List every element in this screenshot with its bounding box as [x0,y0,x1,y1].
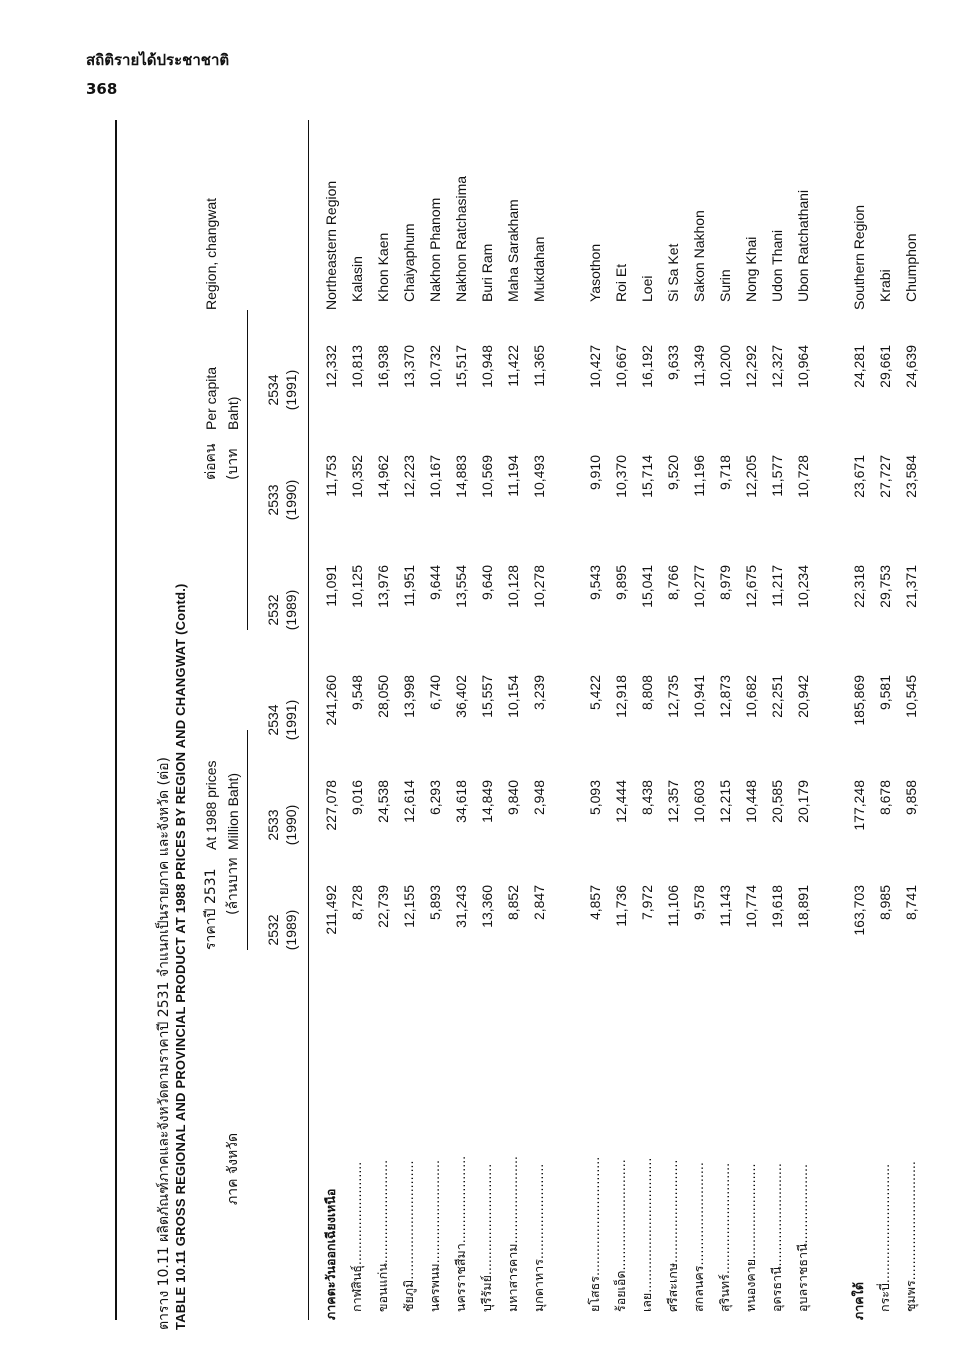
row-label-english: Northeastern Region [323,180,339,310]
row-value: 7,972 [639,885,655,921]
row-label-thai: สกลนคร.......................... [691,1162,706,1312]
year-col-5: 2533 [265,484,281,516]
row-label-thai: อุบลราชธานี.................... [795,1164,810,1312]
row-value: 11,753 [323,455,339,497]
row-label-english: Chaiyaphum [401,223,417,302]
row-value: 8,985 [877,885,893,921]
row-label-thai: ภาคใต้ [851,1282,866,1320]
row-label-thai: ภาคตะวันออกเฉียงเหนือ [323,1188,338,1320]
row-value: 10,682 [743,675,759,718]
row-value: 9,581 [877,675,893,711]
row-label-english: Krabi [877,269,893,302]
row-label-thai: มุกดาหาร........................ [531,1163,546,1312]
row-value: 9,548 [349,675,365,711]
row-value: 13,360 [479,885,495,928]
row-value: 13,554 [453,565,469,608]
row-label-english: Surin [717,269,733,302]
year-col-3: 2534 [265,704,281,736]
row-value: 2,847 [531,885,547,921]
row-value: 22,318 [851,565,867,608]
row-value: 5,893 [427,885,443,921]
row-value: 6,293 [427,780,443,816]
row-label-thai: ชัยภูมิ.............................. [401,1160,416,1312]
row-label-english: Buri Ram [479,243,495,302]
header-group2-en: Per capita [203,366,219,430]
row-value: 20,179 [795,780,811,823]
row-value: 10,728 [795,455,811,498]
year-col-6-ce: (1991) [283,369,299,411]
table-top-rule [115,120,117,1320]
row-value: 22,251 [769,675,785,718]
row-value: 5,093 [587,780,603,816]
row-value: 23,671 [851,455,867,498]
row-label-thai: มหาสารคาม...................... [505,1156,520,1312]
row-value: 9,016 [349,780,365,816]
header-group2-th: ต่อคน [203,443,219,480]
row-value: 8,741 [903,885,919,921]
row-label-english: Loei [639,275,655,302]
row-value: 11,196 [691,455,707,497]
row-value: 4,857 [587,885,603,921]
row-label-english: Southern Region [851,204,867,310]
row-value: 20,942 [795,675,811,718]
row-value: 10,948 [479,345,495,388]
row-value: 28,050 [375,675,391,718]
caption-thai: ตาราง 10.11 ผลิตภัณฑ์ภาคและจังหวัดตามราคาปี 2531 จำแนกเป็นรายภาค และจังหวัด (ต่อ) [156,757,172,1330]
row-label-thai: ศรีสะเกษ.......................... [665,1159,680,1312]
row-value: 211,492 [323,885,339,935]
row-value: 15,557 [479,675,495,718]
row-value: 11,422 [505,345,521,387]
row-value: 12,155 [401,885,417,928]
row-value: 12,205 [743,455,759,498]
row-value: 15,517 [453,345,469,388]
row-value: 22,739 [375,885,391,928]
row-value: 12,735 [665,675,681,718]
row-value: 185,869 [851,675,867,726]
year-col-5-ce: (1990) [283,479,299,521]
row-label-thai: ร้อยเอ็ด............................ [613,1159,628,1312]
year-col-1-ce: (1989) [283,909,299,951]
row-label-thai: ขอนแก่น.......................... [375,1159,390,1312]
header-group1-unit-en: Million Baht) [225,772,241,850]
row-label-english: Kalasin [349,256,365,302]
row-label-thai: เลย.................................. [639,1157,654,1312]
row-value: 9,895 [613,565,629,601]
row-value: 11,217 [769,565,785,607]
row-label-english: Nakhon Phanom [427,197,443,302]
row-value: 14,883 [453,455,469,498]
group2-rule [247,310,248,630]
header-bottom-rule [308,120,309,1320]
row-value: 16,938 [375,345,391,388]
row-value: 9,858 [903,780,919,816]
row-label-english: Sakon Nakhon [691,210,707,302]
row-label-thai: ชุมพร.............................. [903,1161,918,1312]
row-value: 14,962 [375,455,391,498]
caption-english: TABLE 10.11 GROSS REGIONAL AND PROVINCIAL PRODUCT AT 1988 PRICES BY REGION AND CHANGWAT (Contd.) [173,583,188,1330]
row-value: 10,545 [903,675,919,718]
row-label-english: Maha Sarakham [505,199,521,302]
row-value: 29,753 [877,565,893,608]
row-value: 12,873 [717,675,733,718]
row-value: 10,278 [531,565,547,608]
row-value: 12,444 [613,780,629,823]
row-value: 8,808 [639,675,655,711]
year-col-4: 2532 [265,594,281,626]
row-label-thai: นครราชสีมา...................... [453,1155,468,1312]
row-label-thai: กระบี่.............................. [877,1163,892,1312]
row-value: 16,192 [639,345,655,388]
row-value: 14,849 [479,780,495,823]
row-value: 12,223 [401,455,417,498]
row-label-english: Udon Thani [769,229,785,302]
year-col-3-ce: (1991) [283,699,299,741]
row-value: 34,618 [453,780,469,823]
row-label-thai: หนองคาย........................ [743,1163,758,1312]
row-value: 12,332 [323,345,339,388]
row-value: 13,998 [401,675,417,718]
row-label-thai: นครพนม.......................... [427,1160,442,1312]
row-label-english: Roi Et [613,263,629,302]
row-value: 8,438 [639,780,655,816]
group1-rule [247,730,248,950]
row-value: 10,128 [505,565,521,608]
row-value: 20,585 [769,780,785,823]
row-value: 10,603 [691,780,707,823]
header-group1-en: At 1988 prices [203,760,219,850]
row-value: 10,941 [691,675,707,718]
header-group1-unit-th: (ล้านบาท [225,857,241,915]
row-value: 9,718 [717,455,733,491]
book-title: สถิติรายได้ประชาชาติ [86,51,230,69]
row-value: 11,951 [401,565,417,607]
row-label-thai: บุรีรัมย์............................ [479,1163,494,1312]
row-value: 241,260 [323,675,339,726]
row-value: 10,234 [795,565,811,608]
row-value: 11,106 [665,885,681,927]
row-value: 12,614 [401,780,417,823]
row-value: 9,910 [587,455,603,491]
row-value: 10,277 [691,565,707,608]
row-value: 18,891 [795,885,811,928]
row-value: 8,766 [665,565,681,601]
row-label-thai: กาฬสินธุ์.......................... [349,1161,364,1312]
row-value: 13,976 [375,565,391,608]
header-region-en: Region, changwat [203,197,219,310]
row-value: 9,520 [665,455,681,491]
row-value: 8,678 [877,780,893,816]
row-value: 24,639 [903,345,919,388]
row-value: 27,727 [877,455,893,498]
row-value: 11,194 [505,455,521,497]
header-group1-th: ราคาปี 2531 [203,868,219,950]
row-value: 9,644 [427,565,443,601]
row-value: 10,774 [743,885,759,928]
row-value: 163,703 [851,885,867,936]
year-col-4-ce: (1989) [283,589,299,631]
row-value: 12,675 [743,565,759,608]
row-value: 19,618 [769,885,785,928]
row-value: 31,243 [453,885,469,928]
row-value: 11,365 [531,345,547,387]
row-value: 10,427 [587,345,603,388]
year-col-1: 2532 [265,914,281,946]
year-col-2: 2533 [265,809,281,841]
row-label-thai: สุรินทร์............................ [717,1162,732,1312]
row-value: 2,948 [531,780,547,816]
row-value: 10,352 [349,455,365,498]
header-group2-unit-en: Baht) [225,396,241,430]
row-value: 9,640 [479,565,495,601]
row-label-english: Nakhon Ratchasima [453,175,469,302]
row-label-thai: อุดรธานี.......................... [769,1163,784,1312]
row-value: 10,154 [505,675,521,718]
row-value: 10,167 [427,455,443,498]
row-value: 36,402 [453,675,469,718]
row-value: 13,370 [401,345,417,388]
row-value: 24,538 [375,780,391,823]
row-value: 5,422 [587,675,603,711]
row-label-english: Mukdahan [531,236,547,302]
row-value: 21,371 [903,565,919,608]
row-value: 15,041 [639,565,655,608]
row-value: 3,239 [531,675,547,711]
row-value: 10,964 [795,345,811,388]
row-label-english: Nong Khai [743,236,759,302]
row-label-english: Ubon Ratchathani [795,189,811,302]
row-value: 6,740 [427,675,443,711]
row-label-english: Chumphon [903,233,919,302]
row-value: 10,200 [717,345,733,388]
row-value: 11,143 [717,885,733,927]
row-value: 10,569 [479,455,495,498]
row-value: 11,577 [769,455,785,497]
row-value: 9,578 [691,885,707,921]
row-value: 10,125 [349,565,365,608]
row-label-english: Yasothon [587,243,603,302]
row-label-english: Si Sa Ket [665,243,681,302]
row-label-english: Khon Kaen [375,232,391,302]
row-value: 11,349 [691,345,707,387]
row-value: 227,078 [323,780,339,831]
row-value: 8,979 [717,565,733,601]
row-value: 177,248 [851,780,867,831]
row-value: 9,840 [505,780,521,816]
header-region-th: ภาค จังหวัด [225,1132,241,1205]
row-value: 12,215 [717,780,733,823]
row-value: 10,732 [427,345,443,388]
year-col-2-ce: (1990) [283,804,299,846]
row-value: 10,667 [613,345,629,388]
row-value: 11,736 [613,885,629,927]
row-value: 15,714 [639,455,655,498]
rotated-table-block [115,120,925,1330]
header-group2-unit-th: (บาท [225,448,241,480]
page-number: 368 [86,80,118,98]
row-value: 9,633 [665,345,681,381]
row-value: 10,448 [743,780,759,823]
row-value: 11,091 [323,565,339,607]
row-value: 24,281 [851,345,867,388]
row-value: 12,357 [665,780,681,823]
year-col-6: 2534 [265,374,281,406]
row-value: 23,584 [903,455,919,498]
row-value: 9,543 [587,565,603,601]
row-value: 10,813 [349,345,365,388]
row-value: 12,327 [769,345,785,388]
row-value: 8,852 [505,885,521,921]
row-value: 12,918 [613,675,629,718]
row-value: 12,292 [743,345,759,388]
row-value: 29,661 [877,345,893,388]
row-value: 10,493 [531,455,547,498]
row-value: 10,370 [613,455,629,498]
row-label-thai: ยโสธร.............................. [587,1156,602,1312]
row-value: 8,728 [349,885,365,921]
